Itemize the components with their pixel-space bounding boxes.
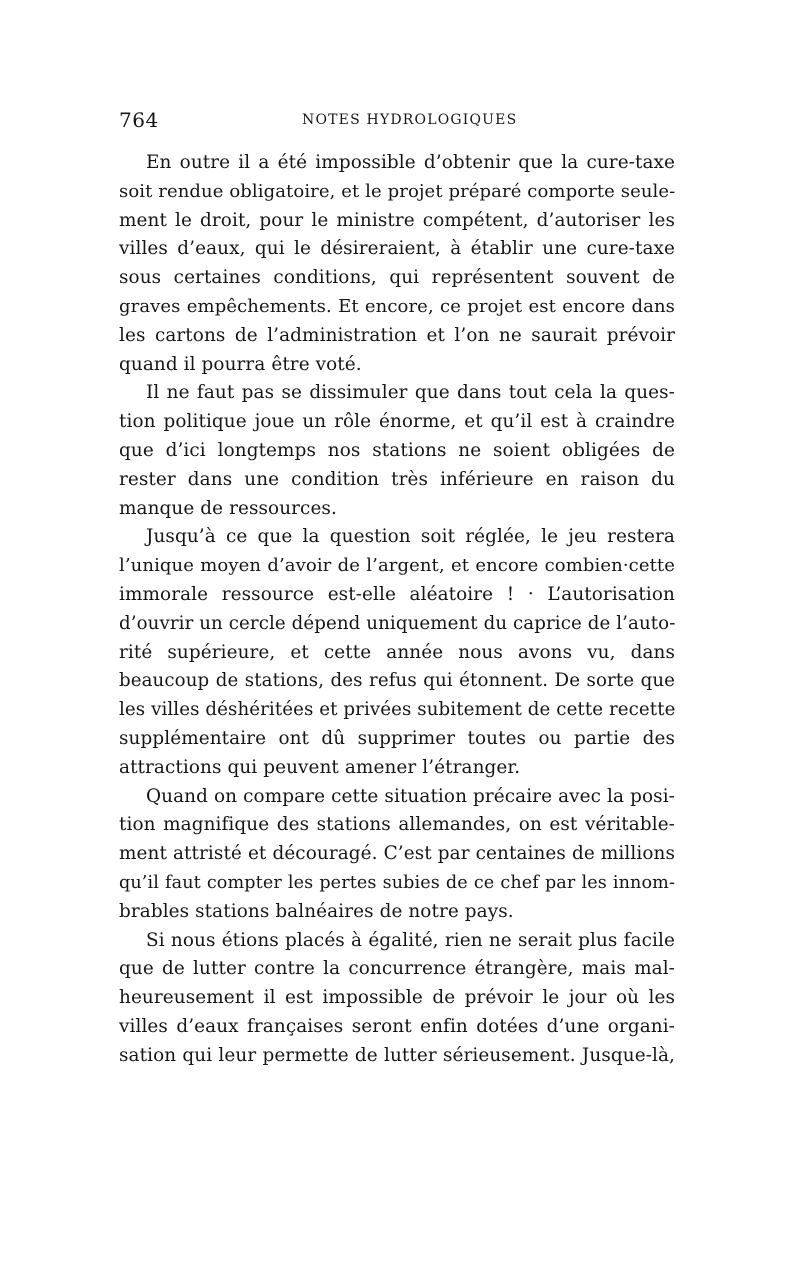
text-line: que de lutter contre la concurrence étrangère, mais mal-	[119, 958, 675, 980]
page-header	[119, 108, 675, 138]
text-line: villes d’eaux françaises seront enfin dotées d’une organi-	[119, 1015, 675, 1037]
text-line: villes d’eaux, qui le désireraient, à établir une cure-taxe	[119, 238, 675, 260]
text-line: quand il pourra être voté.	[119, 353, 362, 375]
text-line: Si nous étions placés à égalité, rien ne serait plus facile	[146, 929, 675, 951]
text-line: rité supérieure, et cette année nous avons vu, dans	[119, 641, 675, 663]
text-line: l’unique moyen d’avoir de l’argent, et encore combien·cette	[119, 555, 675, 577]
text-line: graves empêchements. Et encore, ce projet est encore dans	[119, 295, 675, 317]
text-line: heureusement il est impossible de prévoir le jour où les	[119, 987, 675, 1009]
text-line: immorale ressource est-elle aléatoire ! · L’autorisation	[119, 583, 675, 605]
body-text	[119, 149, 675, 1071]
text-line: d’ouvrir un cercle dépend uniquement du caprice de l’auto-	[119, 612, 676, 634]
text-line: soit rendue obligatoire, et le projet préparé comporte seule-	[119, 180, 676, 202]
text-line: sous certaines conditions, qui représentent souvent de	[119, 267, 675, 289]
text-line: tion politique joue un rôle énorme, et qu’il est à craindre	[119, 411, 675, 433]
text-line: qu’il faut compter les pertes subies de ce chef par les innom-	[119, 872, 675, 893]
text-line: Jusqu’à ce que la question soit réglée, le jeu restera	[146, 526, 675, 548]
text-line: tion magnifique des stations allemandes, on est véritable-	[119, 814, 675, 836]
text-line: beaucoup de stations, des refus qui étonnent. De sorte que	[119, 670, 675, 692]
text-line: supplémentaire ont dû supprimer toutes ou partie des	[119, 727, 675, 749]
text-line: ment attristé et découragé. C’est par centaines de millions	[119, 843, 675, 865]
text-line: Il ne faut pas se dissimuler que dans tout cela la ques-	[146, 382, 675, 404]
text-line: manque de ressources.	[119, 497, 337, 519]
text-line: que d’ici longtemps nos stations ne soient obligées de	[119, 439, 675, 461]
text-line: les cartons de l’administration et l’on ne saurait prévoir	[119, 324, 675, 346]
text-line: ment le droit, pour le ministre compétent, d’autoriser les	[119, 209, 675, 231]
running-head: NOTES HYDROLOGIQUES	[302, 112, 518, 128]
text-line: rester dans une condition très inférieure en raison du	[119, 468, 675, 490]
text-line: attractions qui peuvent amener l’étranger.	[119, 756, 521, 778]
text-line: Quand on compare cette situation précaire avec la posi-	[146, 785, 675, 807]
text-line: les villes déshéritées et privées subitement de cette recette	[119, 699, 676, 721]
text-line: En outre il a été impossible d’obtenir que la cure-taxe	[146, 152, 675, 173]
page-number: 764	[119, 108, 159, 132]
text-line: brables stations balnéaires de notre pays.	[119, 900, 514, 922]
text-line: sation qui leur permette de lutter sérieusement. Jusque-là,	[119, 1044, 675, 1066]
